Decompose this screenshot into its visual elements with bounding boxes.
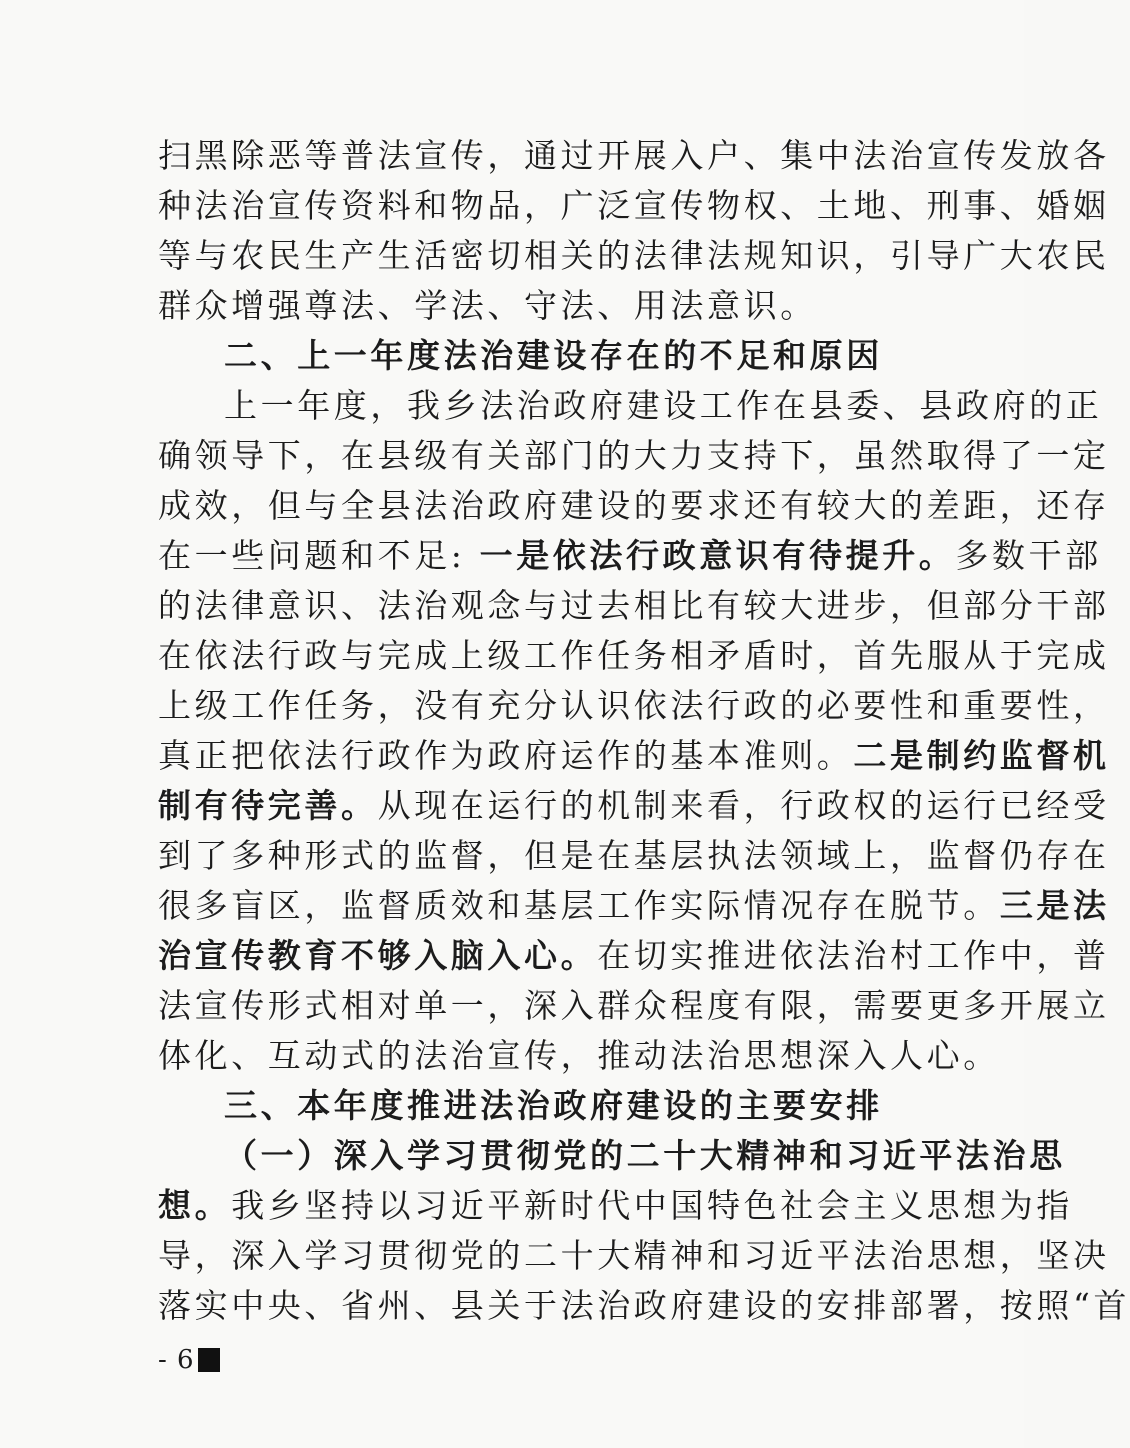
paragraph-line: 群众增强尊法、学法、守法、用法意识。 bbox=[158, 286, 817, 325]
page-number bbox=[158, 1345, 220, 1375]
line-segment: 在切实推进依法治村工作中，普 bbox=[597, 936, 1110, 975]
section-heading-3: 三、本年度推进法治政府建设的主要安排 bbox=[224, 1086, 883, 1125]
page-marker-block bbox=[198, 1348, 220, 1372]
paragraph-line bbox=[158, 1181, 1074, 1231]
line-segment: 在一些问题和不足: bbox=[158, 536, 480, 575]
paragraph-line: 到了多种形式的监督，但是在基层执法领域上，监督仍存在 bbox=[158, 836, 1110, 875]
paragraph-line: 确领导下，在县级有关部门的大力支持下，虽然取得了一定 bbox=[158, 436, 1110, 475]
page-number-text: - 6 bbox=[158, 1345, 195, 1375]
line-segment: 多数干部 bbox=[955, 536, 1102, 575]
paragraph-line: 的法律意识、法治观念与过去相比有较大进步，但部分干部 bbox=[158, 586, 1110, 625]
bold-point-two: 二是制约监督机 bbox=[853, 736, 1110, 775]
section-heading-2: 二、上一年度法治建设存在的不足和原因 bbox=[224, 336, 883, 375]
paragraph-line: 成效，但与全县法治政府建设的要求还有较大的差距，还存 bbox=[158, 486, 1110, 525]
paragraph-line: 种法治宣传资料和物品，广泛宣传物权、土地、刑事、婚姻 bbox=[158, 186, 1110, 225]
paragraph-line: 在依法行政与完成上级工作任务相矛盾时，首先服从于完成 bbox=[158, 636, 1110, 675]
bold-point-three: 三是法 bbox=[999, 886, 1110, 925]
line-segment: 很多盲区，监督质效和基层工作实际情况存在脱节。 bbox=[158, 886, 1000, 925]
paragraph-line: 上一年度，我乡法治政府建设工作在县委、县政府的正 bbox=[224, 386, 1103, 425]
paragraph-line: 导，深入学习贯彻党的二十大精神和习近平法治思想，坚决 bbox=[158, 1236, 1110, 1275]
paragraph-line: 上级工作任务，没有充分认识依法行政的必要性和重要性， bbox=[158, 686, 1110, 725]
subsection-heading-1-end: 想。 bbox=[158, 1186, 232, 1225]
paragraph-line: 等与农民生产生活密切相关的法律法规知识，引导广大农民 bbox=[158, 236, 1110, 275]
paragraph-line bbox=[158, 731, 1110, 781]
line-segment: 真正把依法行政作为政府运作的基本准则。 bbox=[158, 736, 854, 775]
paragraph-line bbox=[158, 931, 1110, 981]
paragraph-line bbox=[158, 881, 1110, 931]
bold-point-two-end: 制有待完善。 bbox=[158, 786, 378, 825]
paragraph-line bbox=[158, 781, 1110, 831]
line-segment: 我乡坚持以习近平新时代中国特色社会主义思想为指 bbox=[231, 1186, 1074, 1225]
paragraph-line: 落实中央、省州、县关于法治政府建设的安排部署，按照“首 bbox=[158, 1286, 1130, 1325]
paragraph-line: 法宣传形式相对单一，深入群众程度有限，需要更多开展立 bbox=[158, 986, 1110, 1025]
paragraph-line: 体化、互动式的法治宣传，推动法治思想深入人心。 bbox=[158, 1036, 1000, 1075]
bold-point-one: 一是依法行政意识有待提升。 bbox=[479, 536, 956, 575]
paragraph-line bbox=[158, 531, 1102, 581]
subsection-heading-1: （一）深入学习贯彻党的二十大精神和习近平法治思 bbox=[224, 1136, 1066, 1175]
bold-point-three-end: 治宣传教育不够入脑入心。 bbox=[158, 936, 598, 975]
paragraph-line: 扫黑除恶等普法宣传，通过开展入户、集中法治宣传发放各 bbox=[158, 136, 1110, 175]
line-segment: 从现在运行的机制来看，行政权的运行已经受 bbox=[377, 786, 1110, 825]
